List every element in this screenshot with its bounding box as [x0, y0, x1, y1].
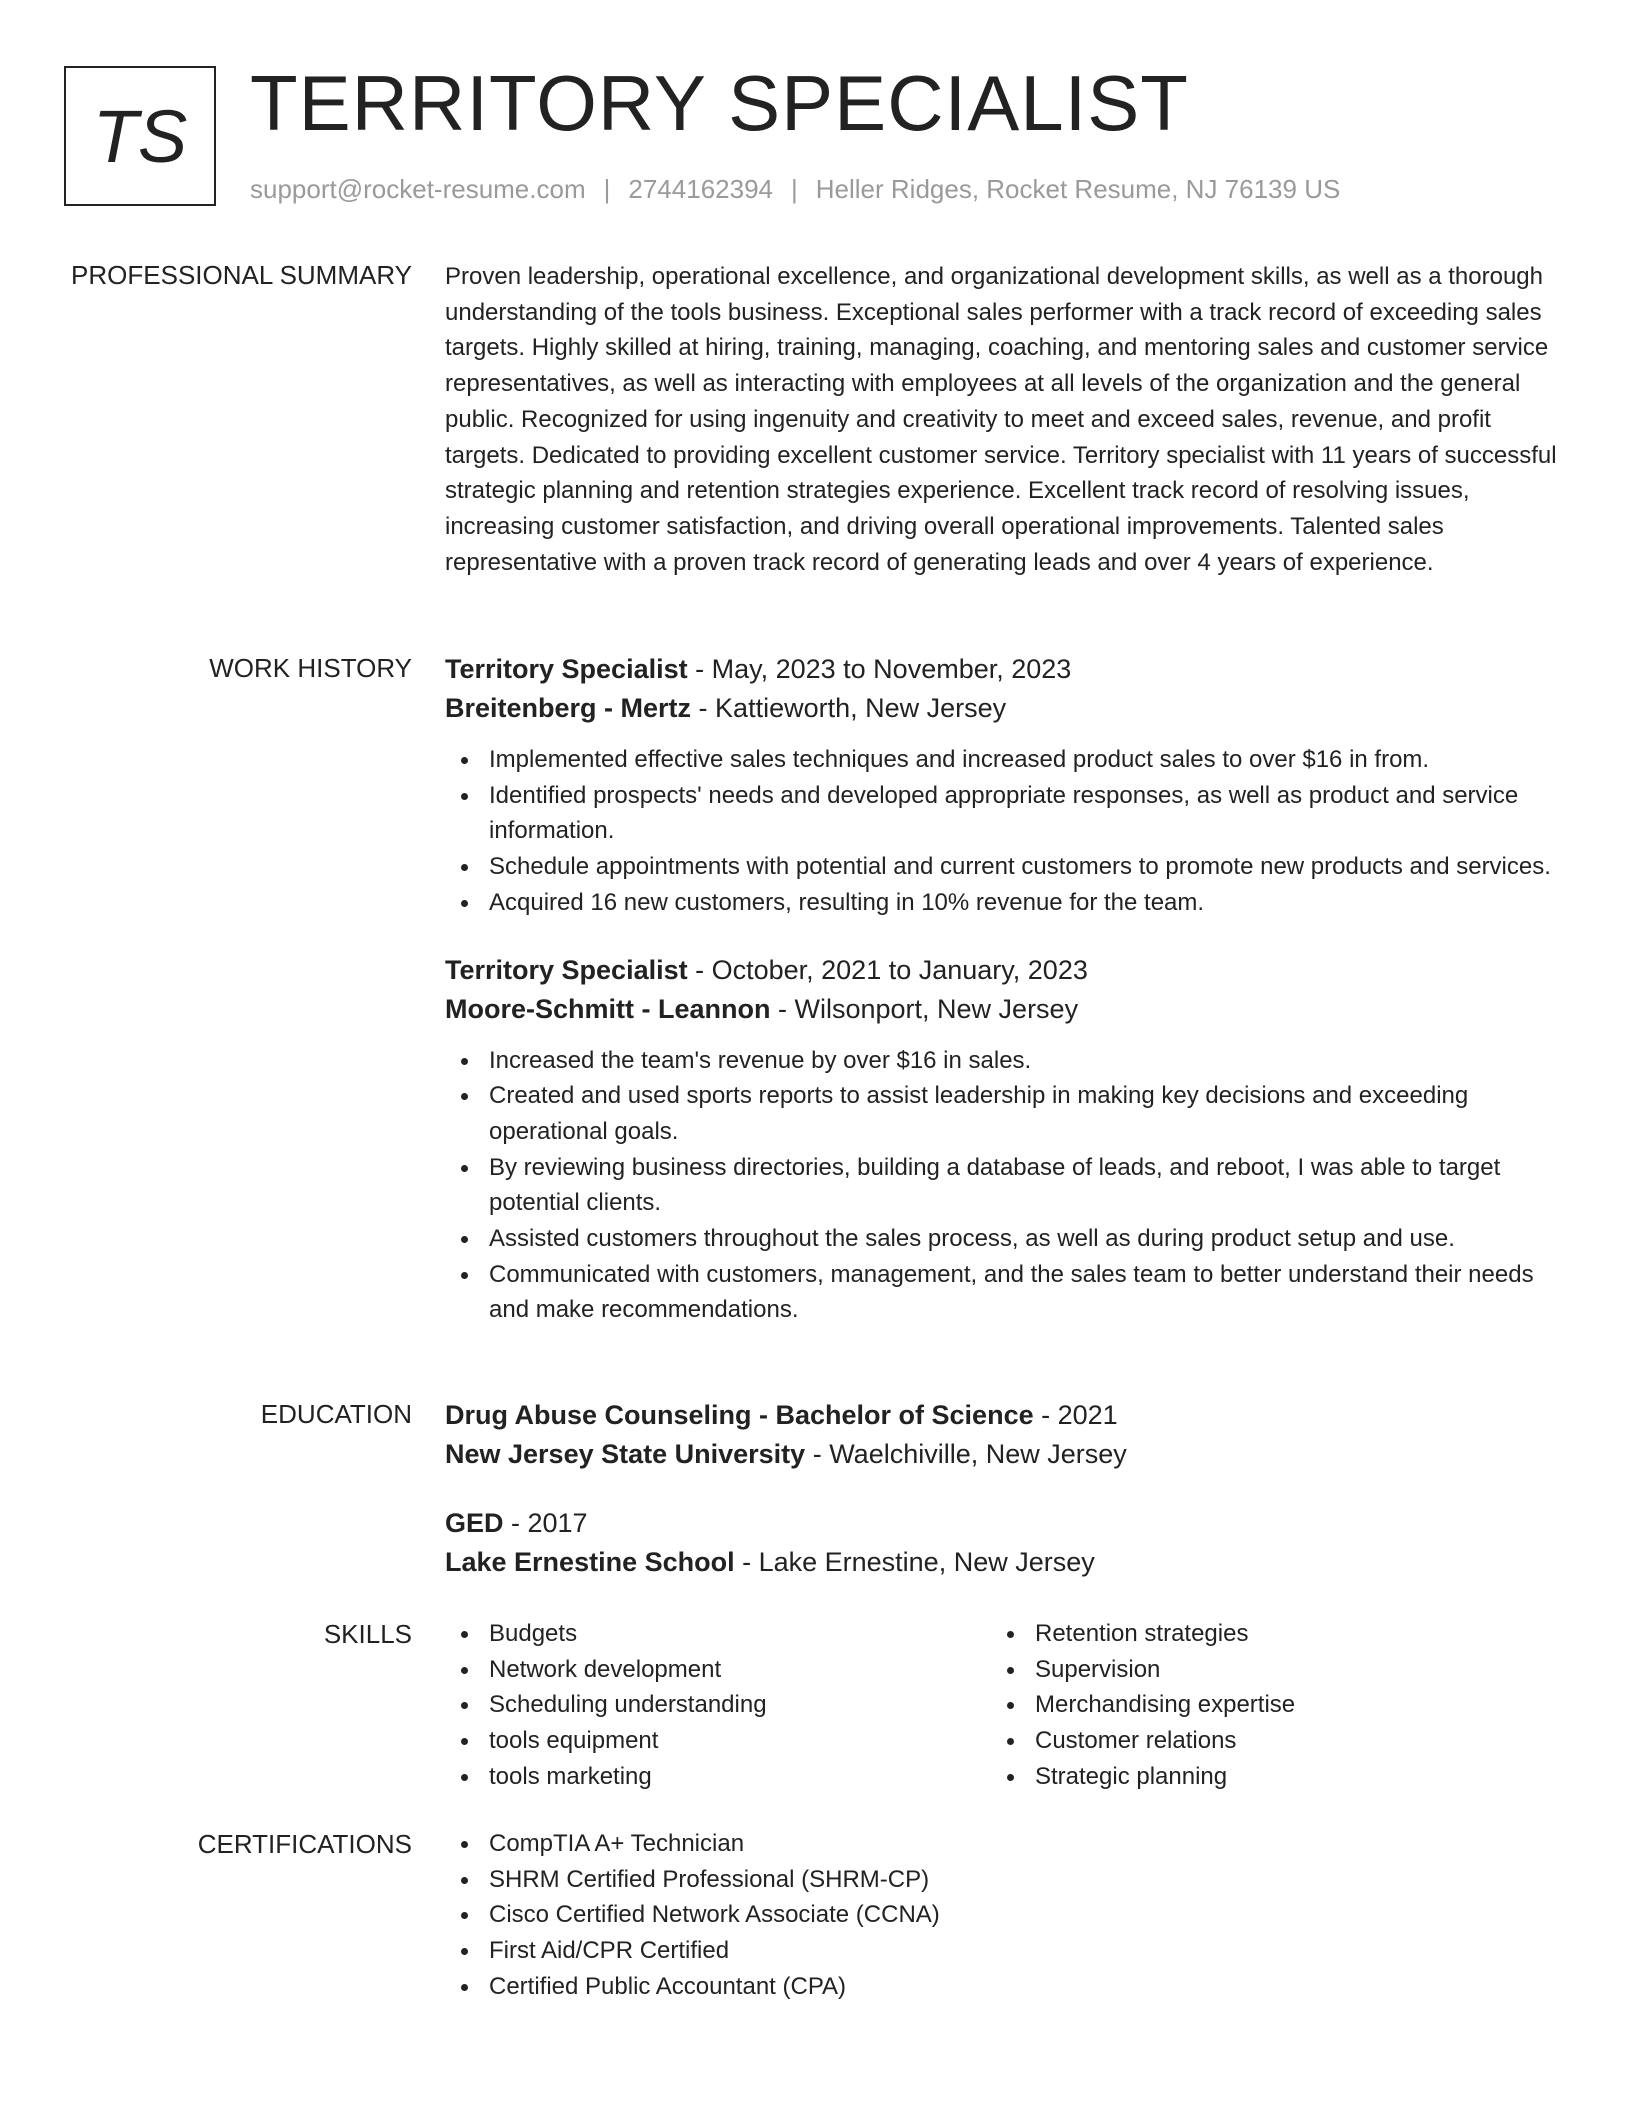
job-entry [445, 951, 1560, 1329]
job-location: - Wilsonport, New Jersey [770, 993, 1079, 1024]
section-label-certifications: CERTIFICATIONS [197, 1829, 412, 1859]
list-item: Network development [445, 1652, 991, 1688]
list-item: Budgets [445, 1616, 991, 1652]
job-bullets [445, 1043, 1560, 1329]
list-item: Supervision [991, 1652, 1537, 1688]
job-company: Breitenberg - Mertz [445, 693, 692, 723]
list-item: Communicated with customers, management, and the sales team to better understand their needs and make recommendations. [445, 1257, 1560, 1328]
list-item: Customer relations [991, 1723, 1537, 1759]
degree: GED [445, 1508, 504, 1538]
certifications-list [445, 1826, 1560, 2005]
school-location: - Waelchiville, New Jersey [805, 1439, 1127, 1469]
school-line [445, 1435, 1560, 1474]
job-title-line [445, 951, 1560, 990]
section-label-education: EDUCATION [260, 1399, 412, 1429]
school-location: - Lake Ernestine, New Jersey [734, 1547, 1095, 1577]
list-item: Implemented effective sales techniques and increased product sales to over $16 in from. [445, 742, 1560, 778]
degree: Drug Abuse Counseling - Bachelor of Science [445, 1400, 1034, 1430]
list-item: Retention strategies [991, 1616, 1537, 1652]
skills-list-left [445, 1616, 991, 1795]
list-item: Merchandising expertise [991, 1687, 1537, 1723]
job-bullets [445, 742, 1560, 921]
list-item: Strategic planning [991, 1759, 1537, 1795]
list-item: tools equipment [445, 1723, 991, 1759]
school: New Jersey State University [445, 1439, 806, 1469]
list-item: Acquired 16 new customers, resulting in 10% revenue for the team. [445, 885, 1560, 921]
degree-year: - 2017 [503, 1508, 588, 1538]
list-item: Scheduling understanding [445, 1687, 991, 1723]
degree-line [445, 1504, 1560, 1543]
contact-separator: | [791, 174, 798, 204]
contact-phone: 2744162394 [628, 174, 773, 204]
job-title: Territory Specialist [445, 654, 688, 684]
school: Lake Ernestine School [445, 1547, 735, 1577]
skills-list-right [991, 1616, 1537, 1795]
education-entry [445, 1396, 1560, 1474]
contact-email: support@rocket-resume.com [250, 174, 586, 204]
degree-year: - 2021 [1033, 1400, 1118, 1430]
section-label-skills: SKILLS [323, 1619, 412, 1649]
list-item: Created and used sports reports to assist leadership in making key decisions and exceeding operational goals. [445, 1078, 1560, 1149]
monogram-logo: TS [64, 66, 216, 206]
contact-address: Heller Ridges, Rocket Resume, NJ 76139 US [815, 174, 1341, 204]
list-item: Assisted customers throughout the sales process, as well as during product setup and use. [445, 1221, 1560, 1257]
list-item: tools marketing [445, 1759, 991, 1795]
list-item: Certified Public Accountant (CPA) [445, 1969, 1560, 2005]
list-item: First Aid/CPR Certified [445, 1933, 1560, 1969]
school-line [445, 1543, 1560, 1582]
education-entry [445, 1504, 1560, 1582]
list-item: SHRM Certified Professional (SHRM-CP) [445, 1862, 1560, 1898]
contact-line [250, 174, 1340, 205]
list-item: Schedule appointments with potential and current customers to promote new products and services. [445, 849, 1560, 885]
page-title: TERRITORY SPECIALIST [250, 59, 1189, 147]
degree-line [445, 1396, 1560, 1435]
section-label-work-history: WORK HISTORY [209, 653, 412, 683]
job-company-line [445, 689, 1560, 728]
list-item: Identified prospects' needs and developed appropriate responses, as well as product and service information. [445, 778, 1560, 849]
job-title: Territory Specialist [445, 954, 688, 985]
job-company-line [445, 990, 1560, 1029]
job-title-line [445, 650, 1560, 689]
job-dates: - May, 2023 to November, 2023 [687, 654, 1072, 684]
section-label-summary: PROFESSIONAL SUMMARY [71, 260, 412, 290]
job-company: Moore-Schmitt - Leannon [445, 993, 771, 1024]
job-location: - Kattieworth, New Jersey [691, 693, 1007, 723]
list-item: By reviewing business directories, building a database of leads, and reboot, I was able to target potential clients. [445, 1150, 1560, 1221]
list-item: CompTIA A+ Technician [445, 1826, 1560, 1862]
job-dates: - October, 2021 to January, 2023 [687, 954, 1088, 985]
summary-text: Proven leadership, operational excellence, and organizational development skills, as well as a thorough understanding of the tools business. Exceptional sales performer with a track record of exceeding sales targets. Highly skilled at hiring, training, managing, coaching, and mentoring sales and customer service representatives, as well as interacting with employees at all levels of the organization and the general public. Recognized for using ingenuity and creativity to meet and exceed sales, revenue, and profit targets. Dedicated to providing excellent customer service. Territory specialist with 11 years of successful strategic planning and retention strategies experience. Excellent track record of resolving issues, increasing customer satisfaction, and driving overall operational improvements. Talented sales representative with a proven track record of generating leads and over 4 years of experience. [445, 263, 1557, 576]
list-item: Cisco Certified Network Associate (CCNA) [445, 1897, 1560, 1933]
job-entry [445, 650, 1560, 921]
contact-separator: | [603, 174, 611, 204]
list-item: Increased the team's revenue by over $16 in sales. [445, 1043, 1560, 1079]
